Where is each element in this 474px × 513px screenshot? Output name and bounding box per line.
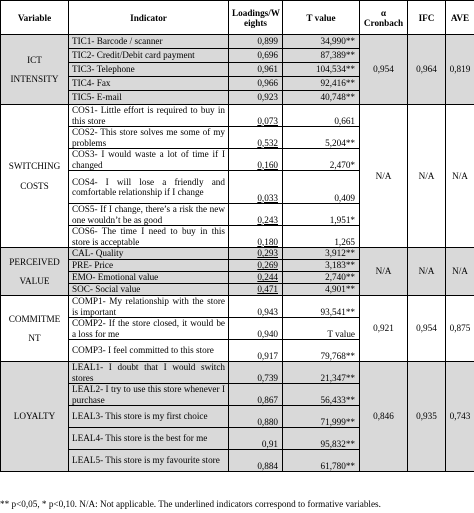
tvalue-cell: 93,541**	[283, 296, 360, 318]
indicator-cell: LEAL1- I doubt that I would switch stores	[69, 362, 229, 384]
loading-cell: 0,923	[229, 91, 283, 105]
variable-name-line: LOYALTY	[13, 411, 56, 422]
loading-cell: 0,899	[229, 35, 283, 49]
variable-name-line: ICT	[27, 54, 42, 65]
loading-cell: 0,073	[229, 105, 283, 127]
header-variable: Variable	[1, 1, 69, 35]
indicator-cell: COMP2- If the store closed, it would be a loss for me	[69, 318, 229, 340]
tvalue-cell: 2,740**	[283, 272, 360, 284]
variable-cell	[1, 362, 69, 472]
variable-name-line: COMMITME	[8, 313, 61, 324]
loading-cell: 0,867	[229, 384, 283, 406]
table-footnote: ** p<0,05, * p<0,10. N/A: Not applicable. The underlined indicators correspond to formative variables.	[0, 499, 381, 509]
loading-cell: 0,940	[229, 318, 283, 340]
tvalue-cell: 79,768**	[283, 340, 360, 362]
alpha-cell: N/A	[360, 248, 408, 296]
table-row	[1, 105, 474, 127]
loading-cell: 0,293	[229, 248, 283, 260]
variable-name-line: PERCEIVED	[9, 256, 60, 267]
tvalue-cell: 61,780**	[283, 450, 360, 472]
tvalue-cell: 104,534**	[283, 63, 360, 77]
variable-name-line: COSTS	[20, 180, 49, 191]
variable-name-line: INTENSITY	[10, 74, 59, 84]
indicator-cell: TIC3- Telephone	[69, 63, 229, 77]
header-loadings	[229, 1, 283, 35]
header-ave: AVE	[446, 1, 474, 35]
loading-cell: 0,532	[229, 127, 283, 149]
indicator-cell: COS4- I will lose a friendly and comfortable relationship if I change	[69, 171, 229, 204]
alpha-cell: 0,846	[360, 362, 408, 472]
variable-name-line: VALUE	[19, 276, 50, 286]
indicator-cell: LEAL5- This store is my favourite store	[69, 450, 229, 472]
tvalue-cell: 0,409	[283, 171, 360, 204]
loading-cell: 0,966	[229, 77, 283, 91]
table-row	[1, 296, 474, 318]
header-indicator: Indicator	[69, 1, 229, 35]
ifc-cell: 0,935	[408, 362, 446, 472]
indicator-cell: COS5- If I change, there’s a risk the new one wouldn’t be as good	[69, 204, 229, 226]
loading-cell: 0,739	[229, 362, 283, 384]
tvalue-cell: 5,204**	[283, 127, 360, 149]
variable-cell	[1, 248, 69, 296]
tvalue-cell: 3,183**	[283, 260, 360, 272]
ave-cell: 0,819	[446, 35, 474, 105]
indicator-cell: LEAL4- This store is the best for me	[69, 428, 229, 450]
indicator-cell: SOC- Social value	[69, 284, 229, 296]
tvalue-cell: T value	[283, 318, 360, 340]
header-loadings-line2: eights	[244, 17, 267, 28]
tvalue-cell: 4,901**	[283, 284, 360, 296]
loading-cell: 0,243	[229, 204, 283, 226]
indicator-cell: COS1- Little effort is required to buy in this store	[69, 105, 229, 127]
indicator-cell: LEAL3- This store is my first choice	[69, 406, 229, 428]
indicator-cell: LEAL2- I try to use this store whenever I purchase	[69, 384, 229, 406]
indicator-cell: CAL- Quality	[69, 248, 229, 260]
loading-cell: 0,880	[229, 406, 283, 428]
indicator-cell: PRE- Price	[69, 260, 229, 272]
indicator-cell: TIC2- Credit/Debit card payment	[69, 49, 229, 63]
alpha-cell: 0,954	[360, 35, 408, 105]
tvalue-cell: 87,389**	[283, 49, 360, 63]
ave-cell: 0,743	[446, 362, 474, 472]
loading-cell: 0,961	[229, 63, 283, 77]
tvalue-cell: 1,265	[283, 226, 360, 248]
table-row	[1, 35, 474, 49]
header-alpha-line2: Cronbach	[363, 17, 404, 28]
header-loadings-line1: Loadings/W	[232, 7, 280, 18]
loading-cell: 0,884	[229, 450, 283, 472]
table-row	[1, 362, 474, 384]
loading-cell: 0,471	[229, 284, 283, 296]
tvalue-cell: 21,347**	[283, 362, 360, 384]
ifc-cell: N/A	[408, 248, 446, 296]
loading-cell: 0,244	[229, 272, 283, 284]
tvalue-cell: 2,470*	[283, 149, 360, 171]
loading-cell: 0,917	[229, 340, 283, 362]
tvalue-cell: 0,661	[283, 105, 360, 127]
indicator-cell: COS6- The time I need to buy in this store is acceptable	[69, 226, 229, 248]
header-ifc: IFC	[408, 1, 446, 35]
variable-name-line: SWITCHING	[8, 161, 61, 171]
tvalue-cell: 1,951*	[283, 204, 360, 226]
variable-cell	[1, 105, 69, 248]
alpha-cell: N/A	[360, 105, 408, 248]
tvalue-cell: 92,416**	[283, 77, 360, 91]
variable-cell	[1, 35, 69, 105]
indicator-cell: EMO- Emotional value	[69, 272, 229, 284]
loading-cell: 0,033	[229, 171, 283, 204]
tvalue-cell: 56,433**	[283, 384, 360, 406]
indicator-cell: TIC1- Barcode / scanner	[69, 35, 229, 49]
tvalue-cell: 34,990**	[283, 35, 360, 49]
header-alpha	[360, 1, 408, 35]
ifc-cell: 0,954	[408, 296, 446, 362]
header-tvalue: T value	[283, 1, 360, 35]
header-alpha-line1: α	[380, 7, 387, 18]
table-body	[1, 35, 474, 472]
loading-cell: 0,943	[229, 296, 283, 318]
tvalue-cell: 3,912**	[283, 248, 360, 260]
indicator-cell: TIC4- Fax	[69, 77, 229, 91]
tvalue-cell: 71,999**	[283, 406, 360, 428]
variable-cell	[1, 296, 69, 362]
indicator-cell: COMP1- My relationship with the store is important	[69, 296, 229, 318]
header-row	[1, 1, 474, 35]
ave-cell: N/A	[446, 248, 474, 296]
loading-cell: 0,160	[229, 149, 283, 171]
ave-cell: 0,875	[446, 296, 474, 362]
table-row	[1, 248, 474, 260]
alpha-cell: 0,921	[360, 296, 408, 362]
ifc-cell: 0,964	[408, 35, 446, 105]
variable-name-line: NT	[28, 333, 41, 343]
tvalue-cell: 40,748**	[283, 91, 360, 105]
loading-cell: 0,696	[229, 49, 283, 63]
ave-cell: N/A	[446, 105, 474, 248]
ifc-cell: N/A	[408, 105, 446, 248]
indicator-cell: TIC5- E-mail	[69, 91, 229, 105]
indicator-cell: COMP3- I feel committed to this store	[69, 340, 229, 362]
indicator-cell: COS2- This store solves me some of my problems	[69, 127, 229, 149]
loading-cell: 0,269	[229, 260, 283, 272]
indicator-cell: COS3- I would waste a lot of time if I changed	[69, 149, 229, 171]
loading-cell: 0,91	[229, 428, 283, 450]
loading-cell: 0,180	[229, 226, 283, 248]
tvalue-cell: 95,832**	[283, 428, 360, 450]
